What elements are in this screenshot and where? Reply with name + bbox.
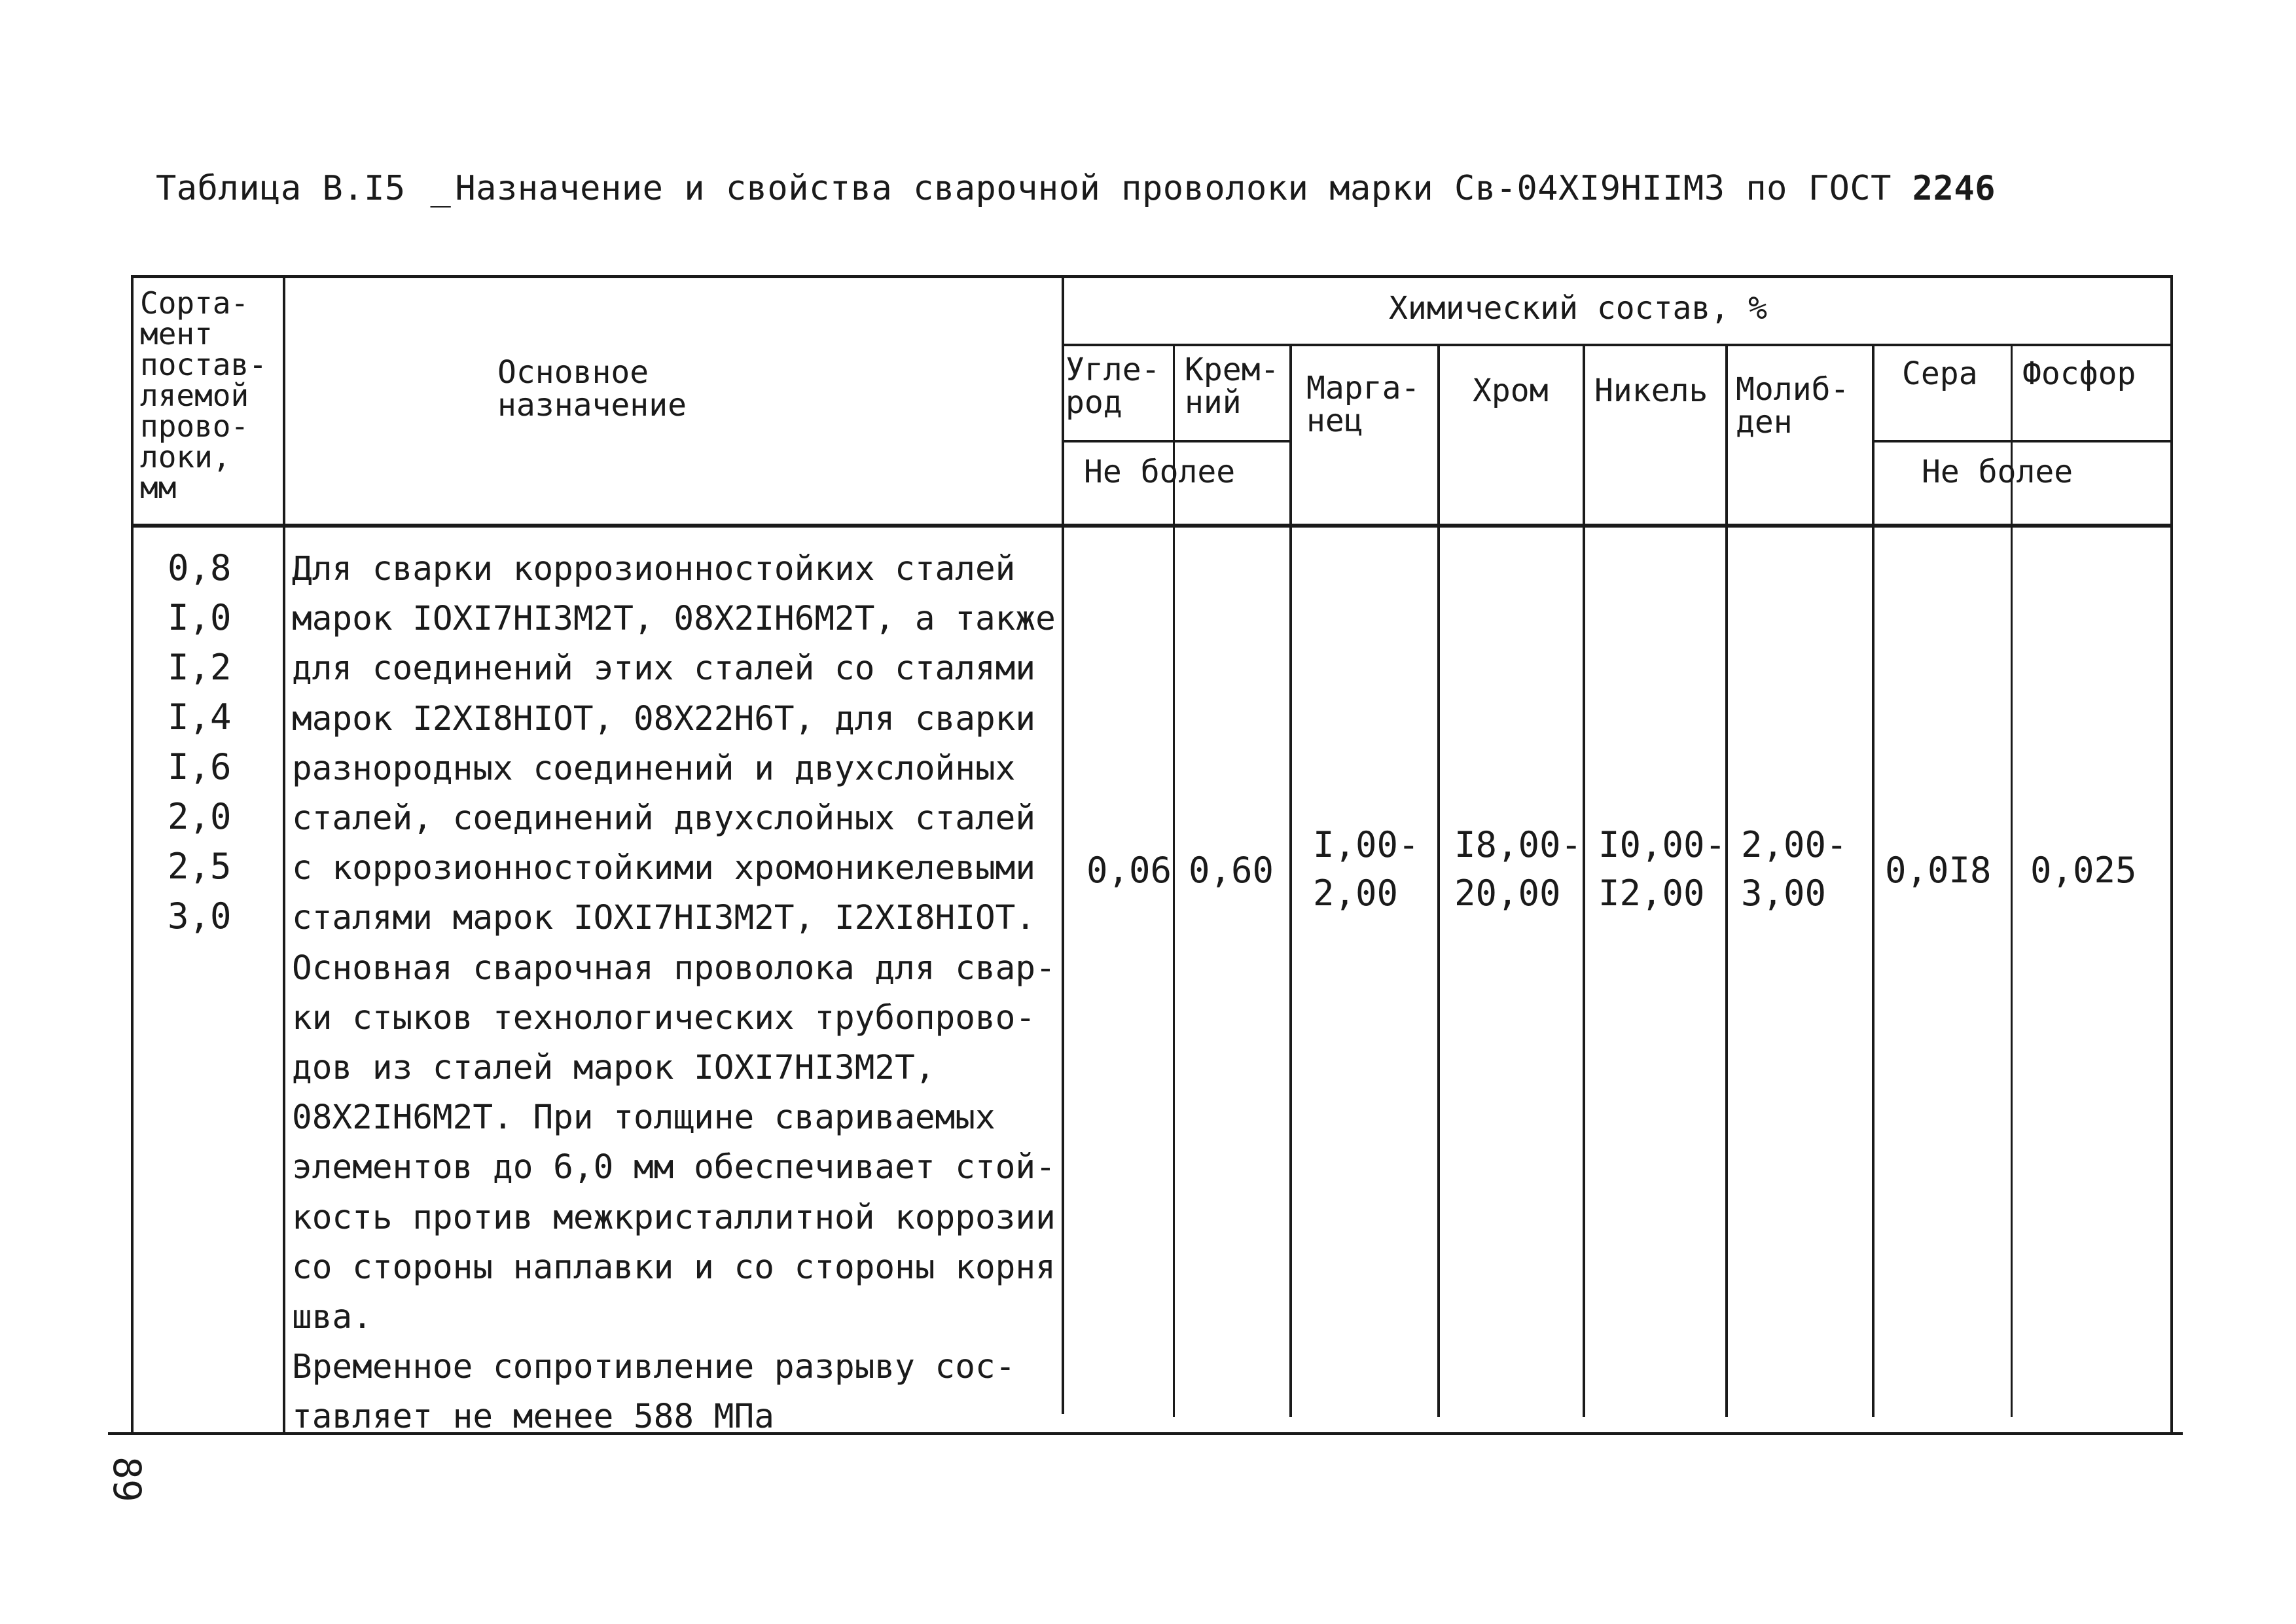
divider-silicon-manganese bbox=[1289, 344, 1292, 1417]
row-nickel: I0,00- I2,00 bbox=[1598, 824, 1727, 914]
row-carbon: 0,06 bbox=[1086, 850, 1172, 891]
header-nickel: Никель bbox=[1594, 372, 1708, 409]
header-bottom-border bbox=[131, 524, 2173, 528]
row-sizes: 0,8 I,0 I,2 I,4 I,6 2,0 2,5 3,0 bbox=[168, 547, 232, 937]
header-not-more-right: Не более bbox=[1922, 454, 2073, 490]
header-not-more-left: Не более bbox=[1084, 454, 1236, 490]
divider-carbon-silicon bbox=[1173, 344, 1175, 1417]
row-manganese: I,00- 2,00 bbox=[1313, 824, 1420, 914]
caption-number: I5 bbox=[364, 169, 406, 208]
caption-title: Назначение и свойства сварочной проволоки марки Св-04ХI9НIIМ3 по ГОСТ bbox=[455, 169, 1912, 208]
not-more-left-line bbox=[1062, 440, 1292, 442]
divider-manganese-chrome bbox=[1437, 344, 1440, 1417]
table-left-border bbox=[131, 275, 134, 1434]
divider-chrome-nickel bbox=[1583, 344, 1585, 1417]
row-molybdenum: 2,00- 3,00 bbox=[1741, 824, 1848, 914]
header-carbon: Угле- род bbox=[1066, 352, 1160, 421]
header-silicon: Крем- ний bbox=[1185, 352, 1280, 421]
divider-molybdenum-sulfur bbox=[1872, 344, 1874, 1417]
header-size: Сорта- мент постав- ляемой прово- локи, мм bbox=[140, 285, 267, 505]
row-purpose: Для сварки коррозионностойких сталей марок IОХI7НI3М2Т, 08Х2IН6М2Т, а также для соединений этих сталей со сталями марок I2ХI8НIОТ, 08Х22Н6Т, для сварки разнородных соединений и двухслойных сталей, соединений двухслойных сталей с коррозионностойкими хромоникелевыми сталями марок IОХI7НI3М2Т, I2ХI8НIОТ. Основная сварочная проволока для свар- ки стыков технологических трубопрово- дов из сталей марок IОХI7НI3М2Т, 08Х2IН6М2Т. При толщине свариваемых элементов до 6,0 мм обеспечивает стой- кость против межкристаллитной коррозии со стороны наплавки и со стороны корня шва. Временное сопротивление разрыву сос- тавляет не менее 588 МПа bbox=[292, 550, 1056, 1437]
page-number: 89 bbox=[105, 1456, 149, 1502]
divider-purpose bbox=[1062, 275, 1064, 1414]
header-molybdenum: Молиб- ден bbox=[1736, 371, 1850, 441]
caption-gost: 2246 bbox=[1912, 169, 1996, 208]
header-sulfur: Сера bbox=[1902, 355, 1978, 392]
chem-group-line bbox=[1062, 344, 2173, 346]
header-manganese: Марга- нец bbox=[1306, 370, 1420, 439]
divider-size bbox=[283, 275, 285, 1434]
row-silicon: 0,60 bbox=[1189, 850, 1274, 891]
header-purpose: Основное назначение bbox=[497, 354, 687, 424]
table-caption bbox=[156, 169, 1996, 208]
row-sulfur: 0,0I8 bbox=[1885, 850, 1992, 891]
caption-dash: _ bbox=[430, 169, 452, 208]
caption-prefix: Таблица В. bbox=[156, 169, 365, 208]
row-chrome: I8,00- 20,00 bbox=[1454, 824, 1583, 914]
row-phosphorus: 0,025 bbox=[2030, 850, 2137, 891]
header-chrome: Хром bbox=[1473, 372, 1549, 409]
not-more-right-line bbox=[1872, 440, 2173, 442]
table-top-border bbox=[131, 275, 2173, 278]
table-right-border bbox=[2170, 275, 2173, 1434]
header-chem-group: Химический состав, % bbox=[1389, 290, 1767, 327]
divider-sulfur-phosphorus bbox=[2011, 344, 2013, 1417]
header-phosphorus: Фосфор bbox=[2022, 355, 2136, 392]
